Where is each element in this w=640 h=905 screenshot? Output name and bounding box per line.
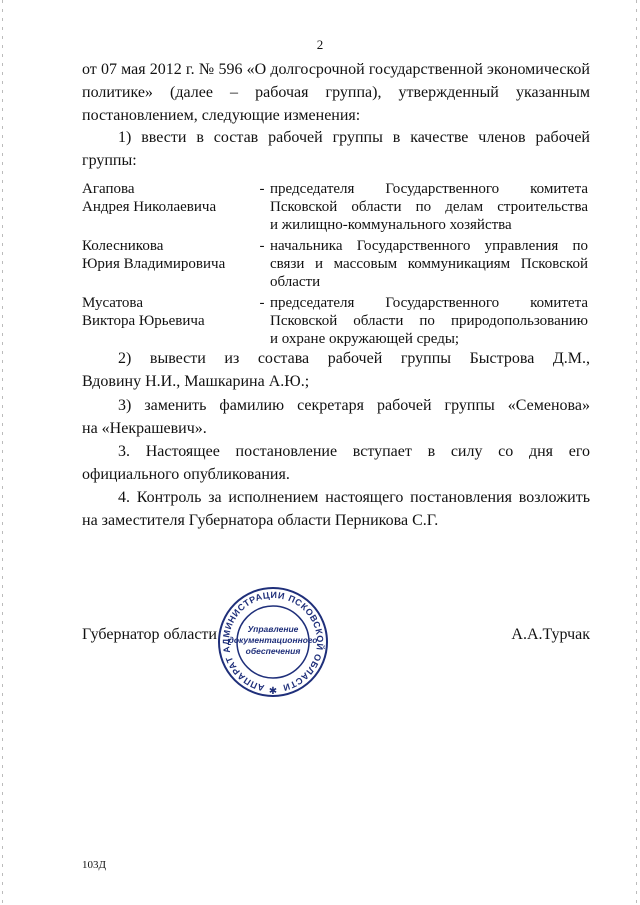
position-line: и жилищно-коммунального хозяйства [270,217,512,233]
member-given-names: Андрея Николаевича [82,199,217,215]
clause-3-paragraph [82,440,590,486]
clause-4-paragraph [82,486,590,532]
member-surname: Колесникова [82,238,164,254]
position-line: Псковской области по делам строительства [270,199,588,215]
member-given-names: Юрия Владимировича [82,256,226,272]
member-dash: - [259,181,265,197]
intro-line: от 07 мая 2012 г. № 596 «О долгосрочной государственной экономической [82,61,590,78]
position-line: и охране окружающей среды; [270,331,460,347]
position-line: председателя Государственного комитета [270,181,588,197]
stamp-center-line: документационного [228,635,318,645]
signature-title: Губернатор области [82,626,217,643]
stamp-star-icon: ✱ [268,686,278,697]
item-3-line: на «Некрашевич». [82,420,207,437]
clause-3-line: официального опубликования. [82,466,290,483]
position-line: Псковской области по природопользованию [270,313,588,329]
position-line: связи и массовым коммуникациям Псковской [270,256,588,272]
stamp-center-line: обеспечения [245,646,301,656]
scan-edge-left [2,0,3,905]
position-line: председателя Государственного комитета [270,295,588,311]
member-name [82,294,252,330]
intro-paragraph [82,58,590,127]
clause-4-line: на заместителя Губернатора области Перникова С.Г. [82,512,439,529]
member-dash: - [259,295,265,311]
clause-3-line: 3. Настоящее постановление вступает в силу со дня его [118,443,590,460]
scan-edge-right [636,0,637,905]
intro-line: постановлением, следующие изменения: [82,107,361,124]
position-line: области [270,274,321,290]
item-1-line: 1) ввести в состав рабочей группы в качестве членов рабочей [118,129,590,146]
item-2-line: Вдовину Н.И., Машкарина А.Ю.; [82,373,310,390]
clause-4-line: 4. Контроль за исполнением настоящего постановления возложить [118,489,590,506]
member-position [270,294,588,348]
signature-name: А.А.Турчак [511,626,590,643]
item-2-paragraph [82,347,590,393]
member-name [82,180,252,216]
item-1-paragraph [82,126,590,172]
item-3-paragraph [82,394,590,440]
intro-line: политике» (далее – рабочая группа), утвержденный указанным [82,84,590,101]
member-name [82,237,252,273]
official-stamp [208,585,338,700]
item-3-line: 3) заменить фамилию секретаря рабочей группы «Семенова» [118,397,590,414]
stamp-ring-text: АППАРАТ АДМИНИСТРАЦИИ ПСКОВСКОЙ ОБЛАСТИ [221,589,326,694]
member-position [270,237,588,291]
footer-code: 103Д [82,859,107,871]
member-surname: Агапова [82,181,135,197]
position-line: начальника Государственного управления по [270,238,588,254]
stamp-center-line: Управление [247,624,299,634]
member-position [270,180,588,234]
item-2-line: 2) вывести из состава рабочей группы Быстрова Д.М., [118,350,590,367]
member-surname: Мусатова [82,295,143,311]
member-given-names: Виктора Юрьевича [82,313,205,329]
page-number: 2 [316,37,324,52]
item-1-line: группы: [82,152,137,169]
member-dash: - [259,238,265,254]
